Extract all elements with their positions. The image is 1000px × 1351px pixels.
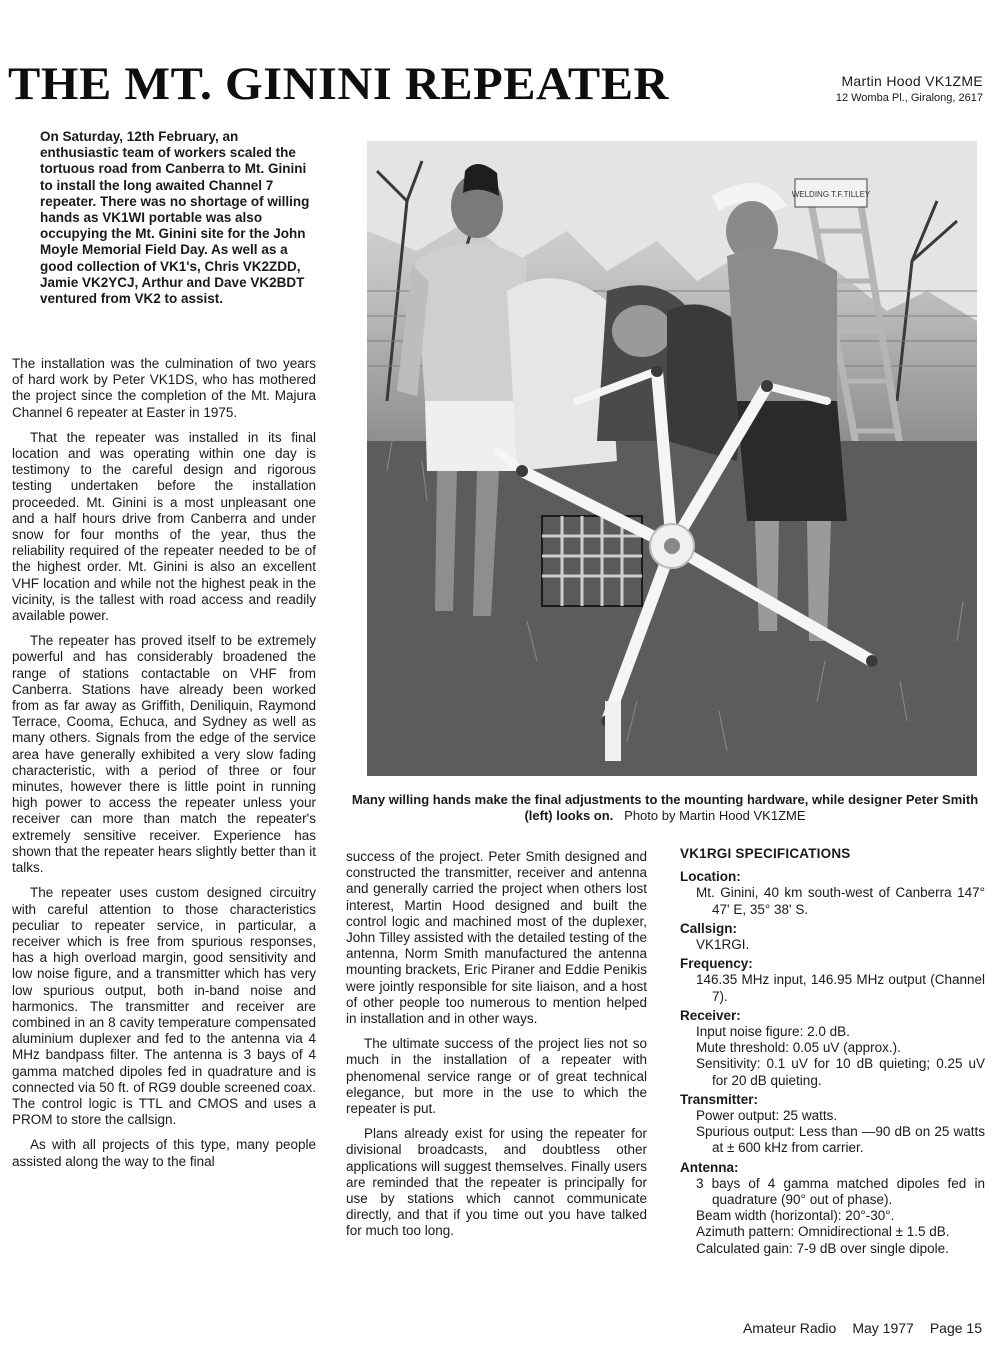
photo-illustration xyxy=(367,141,977,776)
spec-line: Calculated gain: 7-9 dB over single dipole. xyxy=(696,1240,949,1256)
page-footer xyxy=(727,1320,982,1336)
body-paragraph: Plans already exist for using the repeater for divisional broadcasts, and doubtless other applications will suggest themselves. Finally users are reminded that the repeater is principally for use by stations which cannot communicate directly, and that if you time out you have talked for much too long. xyxy=(346,1126,647,1239)
intro-paragraph: On Saturday, 12th February, an enthusiastic team of workers scaled the tortuous road from Canberra to Mt. Ginini to install the long awaited Channel 7 repeater. There was no shortage of willing hands as VK1WI portable was also occupying the Mt. Ginini site for the John Moyle Memorial Field Day. As well as a good collection of VK1's, Chris VK2ZDD, Jamie VK2YCJ, Arthur and Dave VK2BDT ventured from VK2 to assist. xyxy=(40,129,310,307)
magazine-name: Amateur Radio xyxy=(742,1320,837,1336)
author-name: Martin Hood VK1ZME xyxy=(841,73,983,89)
spec-heading-location: Location: xyxy=(680,869,741,885)
spec-line: VK1RGI. xyxy=(696,937,750,953)
article-photo xyxy=(367,141,977,776)
body-paragraph: The repeater has proved itself to be extremely powerful and has considerably broadened the range of stations contactable on VHF from Canberra. Stations have already been worked from as far away as Griffith, Deniliquin, Raymond Terrace, Cooma, Echuca, and Sydney as well as many others. Signals from the edge of the service area have generally exhibited a very slow fading characteristic, with a period of three or four minutes, however there is little point in running high power to access the repeater unless your receiver can more than match the repeater's extremely sensitive receiver. Experience has shown that the repeater hears slightly better than it talks. xyxy=(12,633,316,876)
article-headline: THE MT. GININI REPEATER xyxy=(8,58,669,110)
body-paragraph: That the repeater was installed in its final location and was operating within one day is testimony to the careful design and rigorous testing undertaken before the installation proceeded. Mt. Ginini is a most unpleasant one and a half hours drive from Canberra and under snow for four months of the year, thus the reliability required of the repeater needed to be of the highest order. Mt. Ginini is also an excellent VHF location and while not the highest peak in the vicinity, is the tallest with road access and readily available power. xyxy=(12,429,316,624)
spec-heading-transmitter: Transmitter: xyxy=(680,1091,759,1107)
specifications-box xyxy=(680,846,985,1257)
spec-line: 3 bays of 4 gamma matched dipoles fed in quadrature (90° out of phase). xyxy=(696,1175,985,1208)
specs-title: VK1RGI SPECIFICATIONS xyxy=(680,846,851,861)
spec-line: Input noise figure: 2.0 dB. xyxy=(696,1024,850,1040)
spec-line: 146.35 MHz input, 146.95 MHz output (Channel 7). xyxy=(696,972,985,1004)
body-column-1 xyxy=(12,356,316,1179)
photo-credit: Photo by Martin Hood VK1ZME xyxy=(624,807,806,823)
spec-line: Mt. Ginini, 40 km south-west of Canberra 147° 47' E, 35° 38' S. xyxy=(696,885,985,917)
body-column-2 xyxy=(346,849,647,1249)
antenna-mast xyxy=(605,701,621,761)
byline xyxy=(836,73,983,107)
spec-line: Power output: 25 watts. xyxy=(696,1108,838,1124)
author-address: 12 Womba Pl., Giralong, 2617 xyxy=(835,92,983,104)
spec-line: Mute threshold: 0.05 uV (approx.). xyxy=(696,1040,901,1056)
page-number: Page 15 xyxy=(929,1320,982,1336)
spec-line: Azimuth pattern: Omnidirectional ± 1.5 dB. xyxy=(696,1224,950,1240)
body-paragraph: As with all projects of this type, many people assisted along the way to the final xyxy=(12,1137,316,1169)
caption-text: Many willing hands make the final adjustments to the mounting hardware, while designer Peter Smith (left) looks on. xyxy=(351,792,979,823)
spec-heading-callsign: Callsign: xyxy=(680,920,738,936)
antenna-hub-center xyxy=(664,538,680,554)
body-paragraph: The repeater uses custom designed circuitry with careful attention to those characteristics peculiar to repeater service, in particular, a receiver which is free from spurious responses, has a high overload margin, good sensitivity and low noise figure, and a transmitter which has very low spurious output, both in-band noise and harmonics. The transmitter and receiver are combined in an 8 cavity temperature compensated aluminium duplexer and fed to the antenna via 4 MHz bandpass filter. The antenna is 3 bays of 4 gamma matched dipoles fed in quadrature and is connected via 50 ft. of RG9 double screened coax. The control logic is TTL and CMOS and uses a PROM to store the callsign. xyxy=(12,885,316,1128)
issue-date: May 1977 xyxy=(852,1320,914,1336)
body-paragraph: The installation was the culmination of two years of hard work by Peter VK1DS, who has mothered the project since the completion of the Mt. Majura Channel 6 repeater at Easter in 1975. xyxy=(12,356,316,420)
body-paragraph: The ultimate success of the project lies not so much in the installation of a repeater with phenomenal service range or of great technical elegance, but more in the use to which the repeater is put. xyxy=(346,1036,647,1117)
spec-heading-frequency: Frequency: xyxy=(680,956,753,972)
spec-line: Spurious output: Less than —90 dB on 25 watts at ± 600 kHz from carrier. xyxy=(696,1124,985,1156)
spec-line: Sensitivity: 0.1 uV for 10 dB quieting; 0.25 uV for 20 dB quieting. xyxy=(696,1056,985,1088)
body-paragraph: success of the project. Peter Smith designed and constructed the transmitter, receiver and antenna and generally carried the project when others lost interest, Martin Hood designed and built the control logic and machined most of the duplexer, John Tilley assisted with the detailed testing of the antenna, Norm Smith manufactured the antenna mounting brackets, Eric Piraner and Eddie Penikis were jointly responsible for site liaison, and a host of other people too numerous to mention helped in installation and in other ways. xyxy=(346,849,647,1027)
spec-heading-receiver: Receiver: xyxy=(680,1007,741,1023)
spec-line: Beam width (horizontal): 20°-30°. xyxy=(696,1208,895,1224)
spec-heading-antenna: Antenna: xyxy=(680,1159,739,1175)
photo-caption xyxy=(340,792,990,823)
ladder-sign-text: WELDING T.F.TILLEY xyxy=(791,190,871,199)
